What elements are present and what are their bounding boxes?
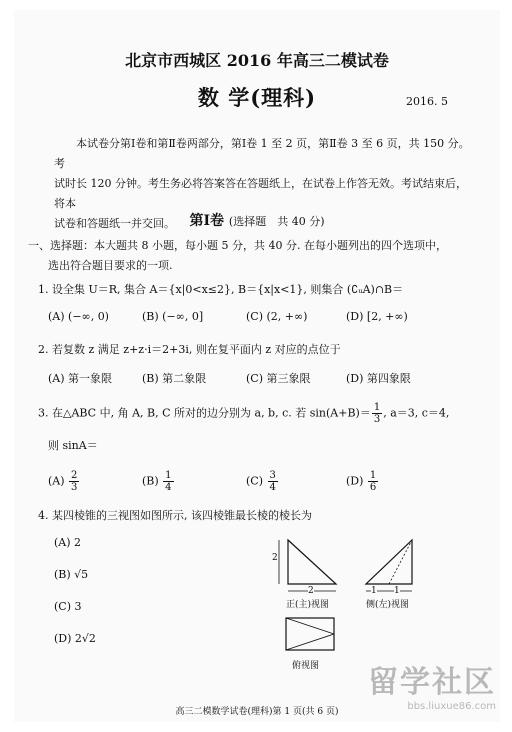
site-watermark: [368, 657, 496, 712]
q4-option-d: (D) 2√2: [54, 632, 96, 645]
q3-option-d: (D) $\frac{1}{6}$: [346, 470, 377, 493]
top-view-caption: 俯视图: [292, 661, 320, 671]
fraction: $\frac{1}{3}$: [373, 402, 381, 425]
part-instruction-cont: 选出符合题目要求的一项.: [48, 259, 173, 272]
question-4: 4. 某四棱锥的三视图如图所示, 该四棱锥最长棱的棱长为: [38, 509, 312, 522]
exam-date: 2016. 5: [406, 95, 448, 108]
q2-option-d: (D) 第四象限: [346, 372, 411, 385]
q4-option-b: (B) √5: [54, 568, 89, 581]
q4-option-c: (C) 3: [54, 600, 82, 613]
q1-option-b: (B) (−∞, 0]: [142, 310, 204, 323]
q3-ask: 则 sinA＝: [48, 439, 98, 452]
front-height-label: 2: [272, 553, 278, 563]
instruction-line: 本试卷分第Ⅰ卷和第Ⅱ卷两部分，第Ⅰ卷 1 至 2 页，第Ⅱ卷 3 至 6 页，共 150 分。考: [54, 137, 470, 170]
side-view-figure: [360, 536, 424, 610]
fraction: $\frac{2}{3}$: [71, 470, 78, 493]
q3-option-c: (C) $\frac{3}{4}$: [246, 470, 276, 493]
fraction: $\frac{3}{4}$: [269, 470, 276, 493]
q1-option-a: (A) (−∞, 0): [48, 310, 109, 323]
exam-title: 北京市西城区 2016 年高三二模试卷: [125, 51, 389, 70]
fraction: $\frac{1}{6}$: [369, 470, 377, 493]
q2-option-a: (A) 第一象限: [48, 372, 113, 385]
side-view-caption: 侧(左)视图: [366, 600, 410, 610]
section-title: 第Ⅰ卷: [189, 213, 229, 229]
q2-option-b: (B) 第二象限: [142, 372, 207, 385]
q1-option-d: (D) [2, +∞): [346, 310, 408, 323]
page-footer: 高三二模数学试卷(理科)第 1 页(共 6 页): [175, 707, 339, 717]
side-width-label-left: 1: [371, 586, 377, 596]
front-width-label: 2: [308, 586, 314, 596]
side-view-drawing: [360, 536, 424, 596]
front-view-figure: [272, 536, 346, 610]
subject-title: 数 学(理科): [197, 85, 317, 110]
section-note: (选择题 共 40 分): [228, 215, 325, 228]
side-width-label-right: 1: [394, 586, 400, 596]
q3-option-b: (B) $\frac{1}{4}$: [142, 470, 172, 493]
section-heading: [14, 210, 500, 230]
instruction-line: 试卷和答题纸一并交回。: [54, 217, 175, 230]
q2-option-c: (C) 第三象限: [246, 372, 311, 385]
top-view-drawing: [282, 614, 338, 654]
question-3: [38, 402, 449, 425]
watermark-url: bbs.liuxue86.com: [407, 701, 496, 712]
watermark-title: 留学社区: [368, 665, 496, 700]
q3-option-a: (A) $\frac{2}{3}$: [48, 470, 78, 493]
q3-stem: 3. 在△ABC 中, 角 A, B, C 所对的边分别为 a, b, c. 若 sin(A+B)＝: [38, 406, 371, 420]
part-instruction: 一、选择题：本大题共 8 小题，每小题 5 分，共 40 分. 在每小题列出的四个选项中，: [28, 239, 447, 252]
q3-stem-tail: , a＝3, c＝4,: [383, 406, 450, 420]
q4-option-a: (A) 2: [54, 536, 82, 549]
exam-page: [14, 10, 500, 722]
q1-option-c: (C) (2, +∞): [246, 310, 308, 323]
instruction-line: 试时长 120 分钟。考生务必将答案答在答题纸上，在试卷上作答无效。考试结束后，将本: [54, 177, 467, 210]
question-2: 2. 若复数 z 满足 z+z·i＝2+3i, 则在复平面内 z 对应的点位于: [38, 343, 341, 356]
front-view-caption: 正(主)视图: [286, 600, 330, 610]
top-view-figure: [282, 614, 338, 671]
fraction: $\frac{1}{4}$: [165, 470, 172, 493]
question-1: 1. 设全集 U＝R, 集合 A＝{x|0<x≤2}, B＝{x|x<1}, 则集合 (∁ᵤA)∩B＝: [38, 283, 404, 296]
